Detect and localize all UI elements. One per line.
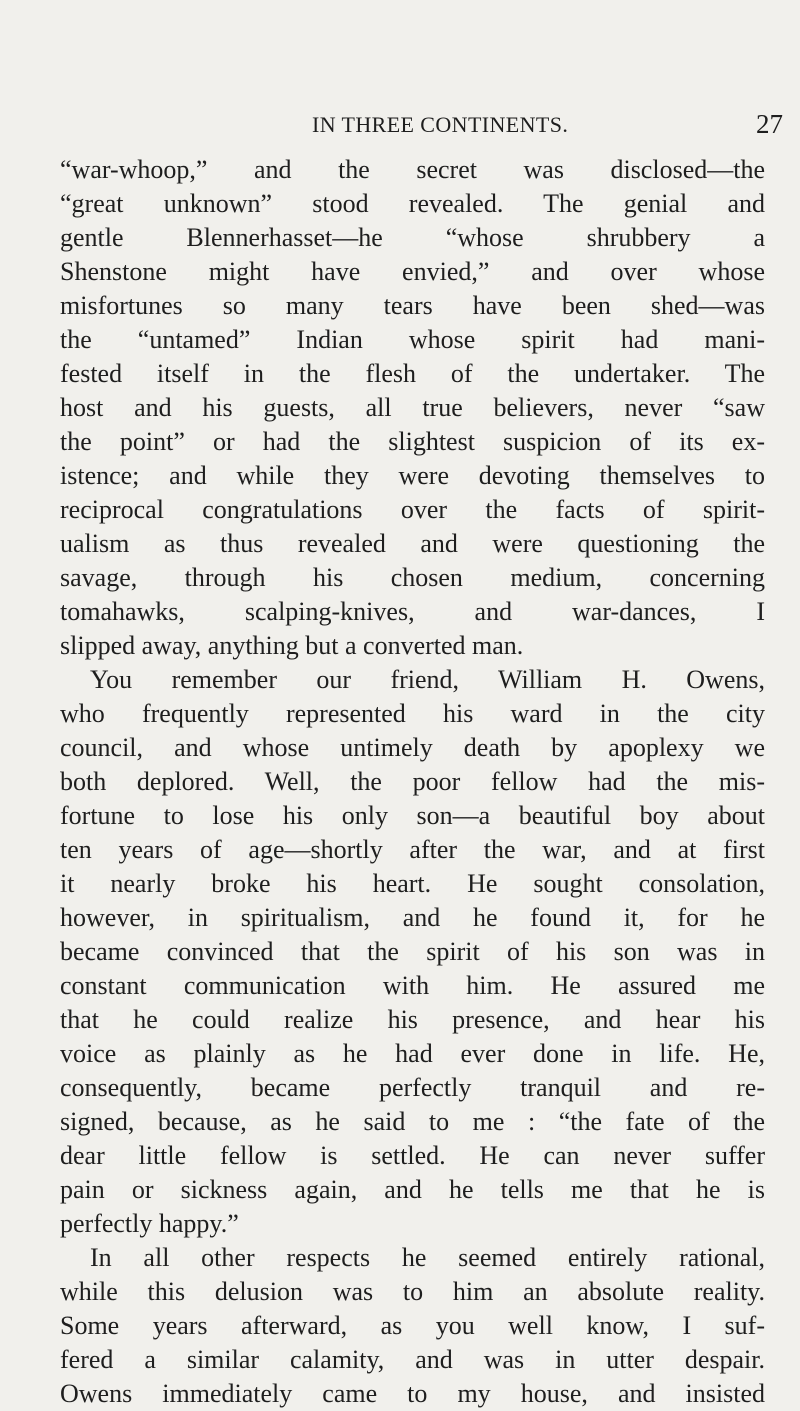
text-line: fered a similar calamity, and was in utter despair. [60,1345,765,1374]
text-line: became convinced that the spirit of his son was in [60,937,765,966]
text-line: that he could realize his presence, and hear his [60,1005,765,1034]
text-line: ualism as thus revealed and were questioning the [60,529,765,558]
text-line: fortune to lose his only son—a beautiful boy about [60,801,765,830]
text-line: while this delusion was to him an absolute reality. [60,1277,765,1306]
text-line: the “untamed” Indian whose spirit had mani- [60,325,765,354]
body-text [60,153,765,1411]
text-line: both deplored. Well, the poor fellow had the mis- [60,767,765,796]
text-line: You remember our friend, William H. Owens, [90,665,765,694]
text-line: slipped away, anything but a converted man. [60,631,524,660]
text-line: Some years afterward, as you well know, I suf- [60,1311,765,1340]
text-line: In all other respects he seemed entirely rational, [90,1243,765,1272]
text-line: it nearly broke his heart. He sought consolation, [60,869,765,898]
text-line: ten years of age—shortly after the war, and at first [60,835,765,864]
text-line: dear little fellow is settled. He can never suffer [60,1141,765,1170]
page-number: 27 [756,109,783,139]
text-line: voice as plainly as he had ever done in life. He, [60,1039,765,1068]
text-line: “war-whoop,” and the secret was disclosed—the [60,155,765,184]
text-line: “great unknown” stood revealed. The genial and [60,189,765,218]
text-line: constant communication with him. He assured me [60,971,765,1000]
text-line: who frequently represented his ward in the city [60,699,765,728]
text-line: council, and whose untimely death by apoplexy we [60,733,765,762]
running-head [0,109,800,142]
text-line: savage, through his chosen medium, concerning [60,563,765,592]
text-line: misfortunes so many tears have been shed—was [60,291,765,320]
text-line: reciprocal congratulations over the facts of spirit- [60,495,765,524]
running-title: IN THREE CONTINENTS. [312,112,569,137]
text-line: tomahawks, scalping-knives, and war-dances, I [60,597,765,626]
text-line: the point” or had the slightest suspicion of its ex- [60,427,765,456]
text-line: fested itself in the flesh of the undertaker. The [60,359,765,388]
text-line: Owens immediately came to my house, and insisted [60,1379,765,1408]
text-line: pain or sickness again, and he tells me that he is [60,1175,765,1204]
text-line: perfectly happy.” [60,1209,239,1238]
text-line: host and his guests, all true believers, never “saw [60,393,765,422]
text-line: however, in spiritualism, and he found it, for he [60,903,765,932]
text-line: gentle Blennerhasset—he “whose shrubbery a [60,223,765,252]
text-line: Shenstone might have envied,” and over whose [60,257,765,286]
text-line: istence; and while they were devoting themselves to [60,461,765,490]
text-line: consequently, became perfectly tranquil and re- [60,1073,765,1102]
text-line: signed, because, as he said to me : “the fate of the [60,1107,765,1136]
